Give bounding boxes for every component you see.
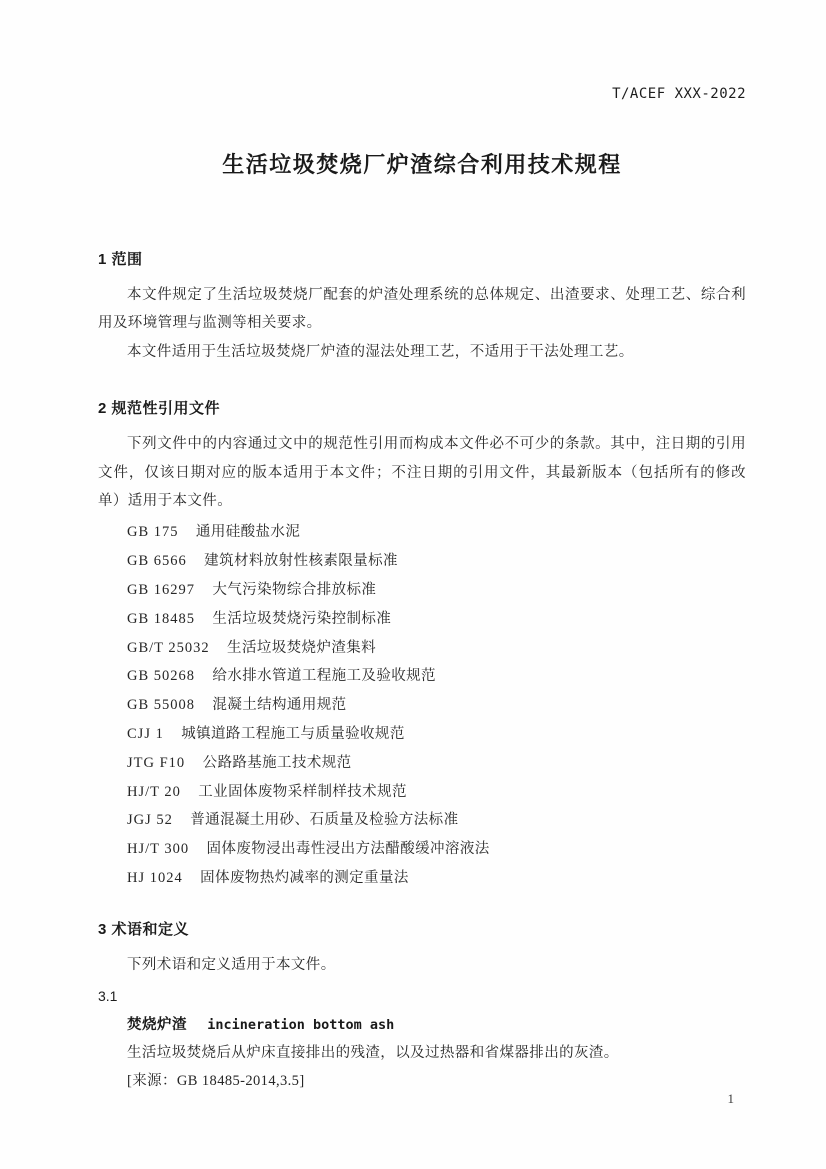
reference-name: 给水排水管道工程施工及验收规范 [212,668,436,685]
section-1-paragraph-2: 本文件适用于生活垃圾焚烧厂炉渣的湿法处理工艺，不适用于干法处理工艺。 [127,343,634,360]
reference-code: CJJ 1 [127,726,164,743]
reference-item [98,576,746,605]
reference-item [98,720,746,749]
reference-code: GB/T 25032 [127,639,210,656]
reference-item [98,605,746,634]
reference-code: GB 50268 [127,668,196,685]
reference-code: HJ/T 20 [127,783,181,800]
term-source: [来源：GB 18485-2014,3.5] [127,1073,305,1090]
document-title: 生活垃圾焚烧厂炉渣综合利用技术规程 [222,152,622,177]
reference-name: 建筑材料放射性核素限量标准 [204,553,398,570]
reference-name: 工业固体废物采样制样技术规范 [198,783,407,800]
reference-name: 生活垃圾焚烧炉渣集料 [227,639,377,656]
term-chinese: 焚烧炉渣 [127,1016,187,1033]
reference-code: GB 16297 [127,582,196,599]
reference-item [98,864,746,893]
reference-name: 固体废物浸出毒性浸出方法醋酸缓冲溶液法 [206,841,490,858]
reference-item [98,749,746,778]
reference-name: 通用硅酸盐水泥 [195,524,301,541]
reference-name: 普通混凝土用砂、石质量及检验方法标准 [190,812,459,829]
page-number: 1 [727,1091,734,1106]
term-number: 3.1 [98,988,118,1005]
reference-code: JTG F10 [127,754,186,771]
reference-name: 固体废物热灼减率的测定重量法 [200,870,409,886]
term-entry [98,1011,746,1039]
normative-references-list [98,518,746,892]
reference-name: 大气污染物综合排放标准 [212,582,377,599]
section-2-heading: 2 规范性引用文件 [98,400,221,418]
reference-code: GB 18485 [127,610,196,627]
section-2-paragraph-1: 下列文件中的内容通过文中的规范性引用而构成本文件必不可少的条款。其中，注日期的引用文件，仅该日期对应的版本适用于本文件；不注日期的引用文件，其最新版本（包括所有的修改单）适用于本文件。 [98,436,746,510]
reference-name: 城镇道路工程施工与质量验收规范 [181,726,405,743]
section-1-heading: 1 范围 [98,251,143,268]
section-1-paragraph-1: 本文件规定了生活垃圾焚烧厂配套的炉渣处理系统的总体规定、出渣要求、处理工艺、综合利用及环境管理与监测等相关要求。 [98,287,746,332]
reference-item [98,691,746,720]
reference-name: 生活垃圾焚烧污染控制标准 [212,610,392,627]
reference-item [98,634,746,663]
reference-item [98,518,746,547]
reference-code: GB 175 [127,524,179,541]
reference-item [98,662,746,691]
reference-code: JGJ 52 [127,812,173,829]
doc-code: T/ACEF XXX-2022 [612,86,746,102]
reference-item [98,835,746,864]
section-3-heading: 3 术语和定义 [98,920,190,938]
reference-name: 公路路基施工技术规范 [202,754,352,771]
reference-code: GB 55008 [127,697,196,714]
reference-item [98,778,746,807]
section-3-paragraph-1: 下列术语和定义适用于本文件。 [127,956,336,973]
reference-code: GB 6566 [127,553,187,570]
term-definition: 生活垃圾焚烧后从炉床直接排出的残渣，以及过热器和省煤器排出的灰渣。 [127,1045,619,1062]
reference-code: HJ 1024 [127,870,183,886]
reference-item [98,547,746,576]
term-english: incineration bottom ash [207,1016,395,1033]
reference-code: HJ/T 300 [127,841,190,858]
reference-item [98,806,746,835]
reference-name: 混凝土结构通用规范 [212,697,347,714]
